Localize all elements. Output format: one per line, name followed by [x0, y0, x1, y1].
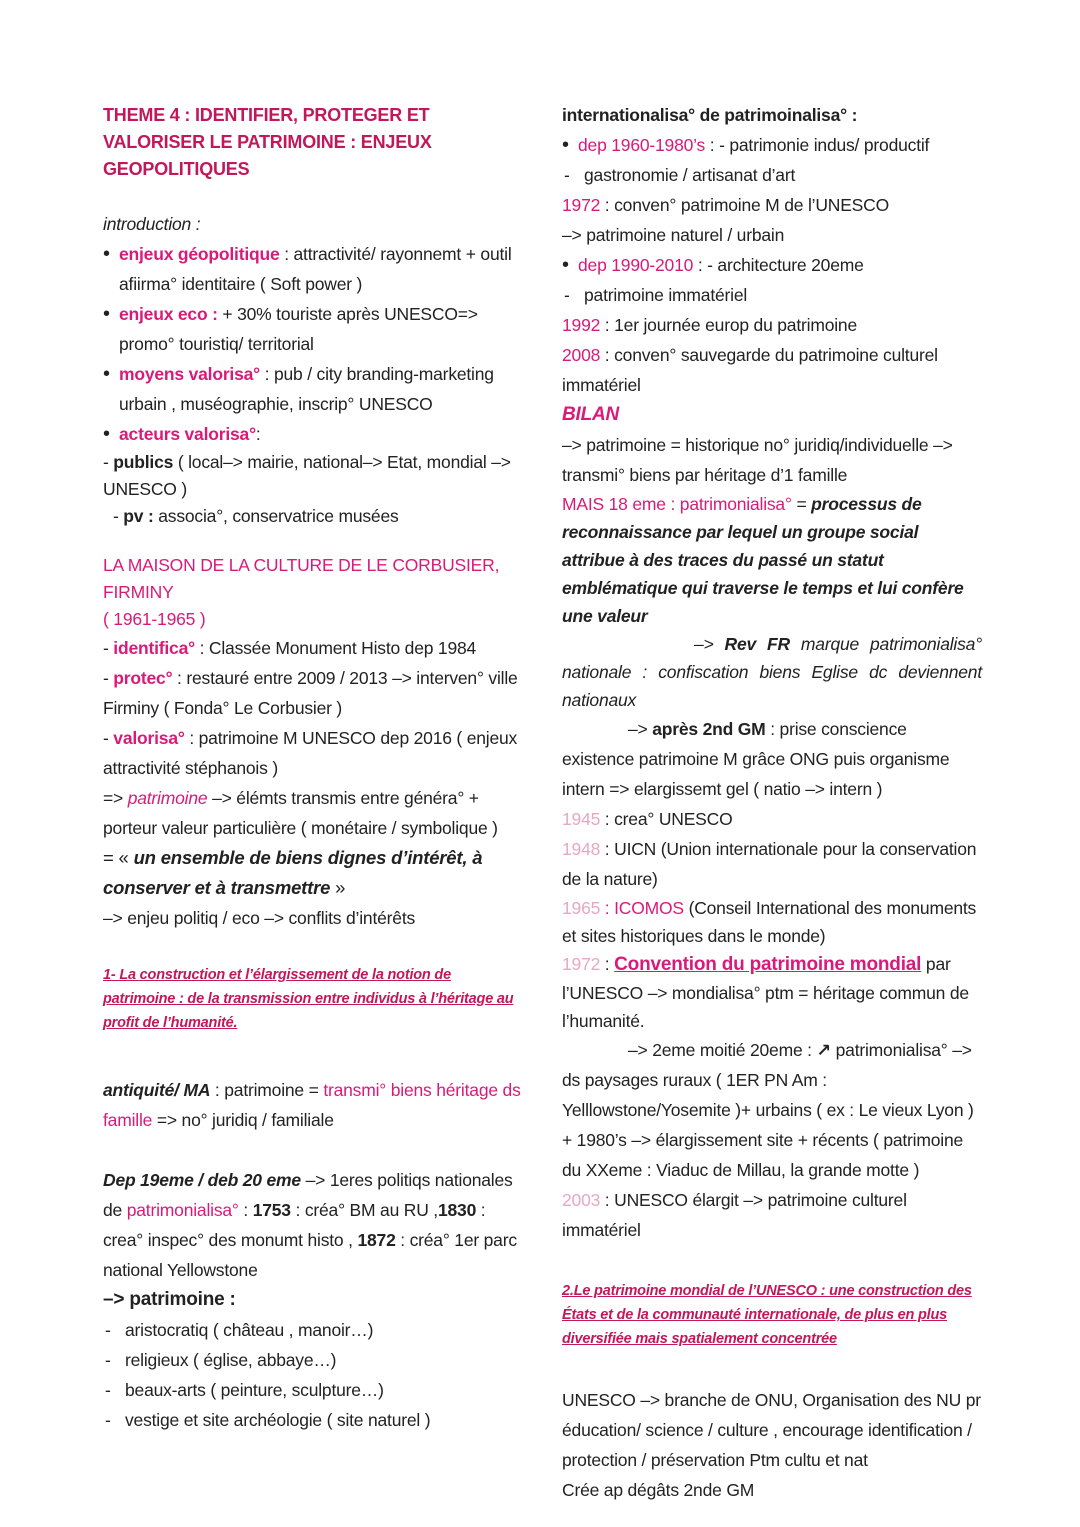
intro-item-eco: • enjeux eco : + 30% touriste après UNESCO=> promo° touristiq/ territorial [103, 299, 523, 359]
maison-heading: LA MAISON DE LA CULTURE DE LE CORBUSIER, FIRMINY [103, 555, 500, 602]
list-item: - vestige et site archéologie ( site naturel ) [103, 1405, 523, 1435]
section-2-heading: 2.Le patrimoine mondial de l’UNESCO : une construction des États et de la communauté internationale, de plus en plus diversifiée mais spatialement concentrée [562, 1283, 972, 1347]
maison-protection: - protec° : restauré entre 2009 / 2013 –> interven° ville Firminy ( Fonda° Le Corbusier ) [103, 668, 518, 718]
arrow-up-right-icon: ↗ [816, 1040, 831, 1060]
period-1990-2010-sub: - patrimoine immatériel [562, 280, 982, 310]
maison-dates: ( 1961-1965 ) [103, 609, 206, 629]
right-column [562, 100, 982, 1505]
list-item: - religieux ( église, abbaye…) [103, 1345, 523, 1375]
apres-2nd-gm: –> après 2nd GM : prise conscience existence patrimoine M grâce ONG puis organisme intern => elargissemt gel ( natio –> intern ) [562, 719, 950, 799]
patrimoine-quote: = « un ensemble de biens dignes d’intérêt, à conserver et à transmettre » [103, 847, 483, 898]
year-2008: 2008 : conven° sauvegarde du patrimoine culturel immatériel [562, 345, 938, 395]
naturel-urbain: –> patrimoine naturel / urbain [562, 225, 785, 245]
acteurs-pv: - pv : associa°, conservatrice musées [113, 506, 399, 526]
antiquite-block: antiquité/ MA : patrimoine = transmi° biens héritage ds famille => no° juridiq / familiale [103, 1080, 521, 1130]
left-column [103, 100, 523, 1435]
acteurs-publics: - publics ( local–> mairie, national–> Etat, mondial –> UNESCO ) [103, 452, 511, 499]
intro-item-geopolitique: • enjeux géopolitique : attractivité/ rayonnemt + outil afiirma° identitaire ( Soft power ) [103, 239, 523, 299]
maison-identification: - identifica° : Classée Monument Histo dep 1984 [103, 638, 477, 658]
year-1992: 1992 : 1er journée europ du patrimoine [562, 315, 857, 335]
period-1990-2010: • dep 1990-2010 : - architecture 20eme [562, 250, 982, 280]
period-1960-1980: • dep 1960-1980’s : - patrimonie indus/ productif [562, 130, 982, 160]
enjeu-line: –> enjeu politiq / eco –> conflits d’intérêts [103, 908, 416, 928]
patrimoine-definition: => patrimoine –> élémts transmis entre généra° + porteur valeur particulière ( monétaire / symbolique ) [103, 788, 498, 838]
intro-label: introduction : [103, 214, 201, 234]
year-1972-convention: 1972 : conven° patrimoine M de l’UNESCO [562, 195, 890, 215]
internationalisation-heading: internationalisa° de patrimoinalisa° : [562, 105, 858, 125]
year-1945: 1945 : crea° UNESCO [562, 809, 733, 829]
moitie-20eme: –> 2eme moitié 20eme : ↗ patrimonialisa° –> ds paysages ruraux ( 1ER PN Am : Yelllowstone/Yosemite )+ urbains ( ex : Le vieux Lyon ) + 1980’s –> élargissement site + récents ( patrimoine du XXeme : Viaduc de Millau, la grande motte ) [562, 1040, 974, 1180]
mais-18eme: MAIS 18 eme : patrimonialisa° = processus de reconnaissance par lequel un groupe social attribue à des traces du passé un statut emblématique qui traverse le temps et lui confère une valeur [562, 494, 964, 626]
patrimoine-list-heading: –> patrimoine : [103, 1289, 236, 1310]
unesco-definition: UNESCO –> branche de ONU, Organisation des NU pr éducation/ science / culture , encourage identification / protection / préservation Ptm cultu et nat [562, 1390, 981, 1470]
section-1-heading: 1- La construction et l’élargissement de la notion de patrimoine : de la transmission entre individus à l’héritage au profit de l’humanité. [103, 967, 514, 1031]
intro-item-acteurs: • acteurs valorisa°: [103, 419, 523, 449]
intro-item-moyens: • moyens valorisa° : pub / city branding-marketing urbain , muséographie, inscrip° UNESCO [103, 359, 523, 419]
list-item: - beaux-arts ( peinture, sculpture…) [103, 1375, 523, 1405]
maison-valorisation: - valorisa° : patrimoine M UNESCO dep 2016 ( enjeux attractivité stéphanois ) [103, 728, 518, 778]
dep19-block: Dep 19eme / deb 20 eme –> 1eres politiqs nationales de patrimonialisa° : 1753 : créa° BM au RU ,1830 : crea° inspec° des monumt histo , 1872 : créa° 1er parc national Yellowstone [103, 1170, 517, 1280]
bilan-line-1: –> patrimoine = historique no° juridiq/individuelle –> transmi° biens par héritage d’1 famille [562, 435, 953, 485]
list-item: - aristocratiq ( château , manoir…) [103, 1315, 523, 1345]
year-1948: 1948 : UICN (Union internationale pour la conservation de la nature) [562, 839, 977, 889]
year-2003: 2003 : UNESCO élargit –> patrimoine culturel immatériel [562, 1190, 907, 1240]
bilan-heading: BILAN [562, 404, 620, 425]
page-title: THEME 4 : IDENTIFIER, PROTEGER ET VALORISER LE PATRIMOINE : ENJEUX GEOPOLITIQUES [103, 105, 432, 179]
rev-fr: –> Rev FR marque patrimonialisa° nationale : confiscation biens Eglise dc deviennent nationaux [562, 634, 982, 710]
year-1965: 1965 : ICOMOS (Conseil International des monuments et sites historiques dans le monde) [562, 898, 977, 946]
period-1960-1980-sub: - gastronomie / artisanat d’art [562, 160, 982, 190]
year-1972-convention-mondial: 1972 : Convention du patrimoine mondial par l’UNESCO –> mondialisa° ptm = héritage commun de l’humanité. [562, 954, 969, 1031]
cree-apres-gm: Crée ap dégâts 2nde GM [562, 1480, 755, 1500]
